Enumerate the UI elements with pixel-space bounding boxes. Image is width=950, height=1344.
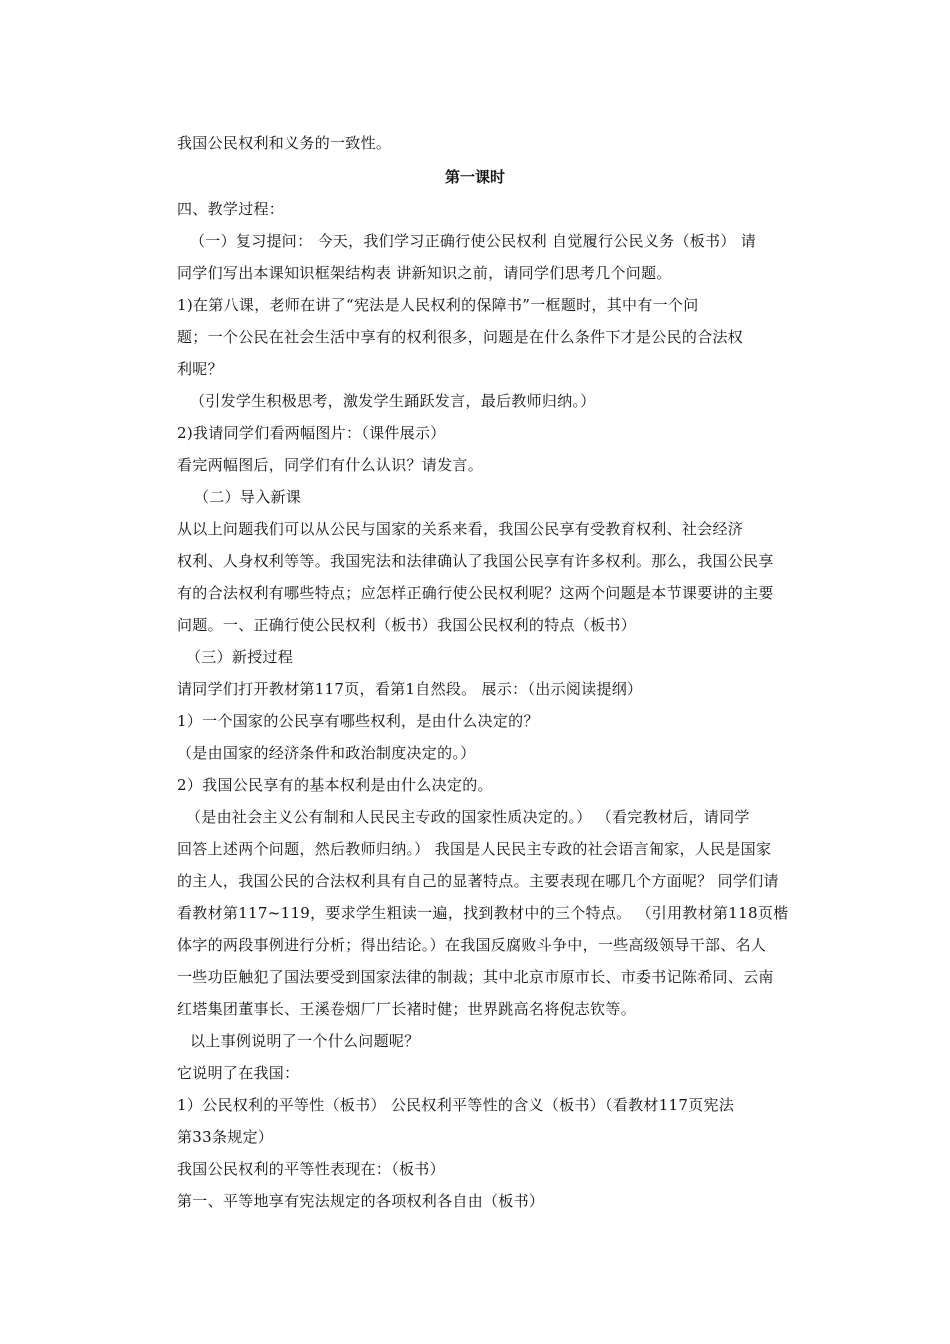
text-line: 问题。一、正确行使公民权利（板书）我国公民权利的特点（板书）: [177, 616, 637, 634]
text-line: 1）公民权利的平等性（板书） 公民权利平等性的含义（板书）（看教材117页宪法: [177, 1096, 735, 1114]
text-line: 1）一个国家的公民享有哪些权利，是由什么决定的？: [177, 712, 539, 730]
text-line: （引发学生积极思考，激发学生踊跃发言，最后教师归纳。）: [190, 392, 596, 410]
text-line: 以上事例说明了一个什么问题呢？: [190, 1032, 420, 1050]
text-line: 2）我国公民享有的基本权利是由什么决定的。: [177, 776, 493, 794]
text-line: 第33条规定）: [177, 1128, 274, 1146]
text-line: 权利、人身权利等等。我国宪法和法律确认了我国公民享有许多权利。那么，我国公民享: [177, 552, 774, 570]
text-line: 体字的两段事例进行分析；得出结论。）在我国反腐败斗争中，一些高级领导干部、名人: [177, 936, 767, 954]
text-line: 看完两幅图后，同学们有什么认识？请发言。: [177, 456, 484, 474]
text-line: （是由国家的经济条件和政治制度决定的。）: [177, 744, 476, 762]
text-line: （是由社会主义公有制和人民民主专政的国家性质决定的。） （看完教材后，请同学: [186, 808, 750, 826]
text-line: 红塔集团董事长、王溪卷烟厂厂长褚时健；世界跳高名将倪志钦等。: [177, 1000, 637, 1018]
text-line: （三）新授过程: [186, 648, 294, 666]
text-line: （一）复习提问： 今天，我们学习正确行使公民权利 自觉履行公民义务（板书） 请: [190, 232, 757, 250]
text-line: 看教材第117~119，要求学生粗读一遍，找到教材中的三个特点。 （引用教材第118页楷: [177, 904, 789, 922]
section-heading: 第一课时: [444, 168, 505, 186]
text-line: （二）导入新课: [194, 488, 302, 506]
text-line: 它说明了在我国：: [177, 1064, 300, 1082]
text-line: 有的合法权利有哪些特点；应怎样正确行使公民权利呢？这两个问题是本节课要讲的主要: [177, 584, 774, 602]
text-line: 第一、平等地享有宪法规定的各项权利各自由（板书）: [177, 1192, 545, 1210]
text-line: 我国公民权利和义务的一致性。: [177, 134, 392, 152]
text-line: 题；一个公民在社会生活中享有的权利很多，问题是在什么条件下才是公民的合法权: [177, 328, 744, 346]
text-line: 请同学们打开教材第117页，看第1自然段。 展示：（出示阅读提纲）: [177, 680, 643, 698]
text-line: 一些功臣触犯了国法要受到国家法律的制裁；其中北京市原市长、市委书记陈希同、云南: [177, 968, 774, 986]
text-line: 2)我请同学们看两幅图片：（课件展示）: [177, 424, 446, 442]
text-line: 回答上述两个问题，然后教师归纳。） 我国是人民民主专政的社会语言匍家，人民是国家: [177, 840, 772, 858]
text-line: 四、教学过程：: [177, 200, 285, 218]
text-line: 利呢？: [177, 360, 223, 378]
text-line: 从以上问题我们可以从公民与国家的关系来看，我国公民享有受教育权利、社会经济: [177, 520, 744, 538]
text-line: 同学们写出本课知识框架结构表 讲新知识之前，请同学们思考几个问题。: [177, 264, 672, 282]
text-line: 我国公民权利的平等性表现在：（板书）: [177, 1160, 445, 1178]
text-line: 的主人，我国公民的合法权利具有自己的显著特点。主要表现在哪几个方面呢？ 同学们请: [177, 872, 779, 890]
text-line: 1)在第八课，老师在讲了“宪法是人民权利的保障书”一框题时，其中有一个问: [177, 296, 699, 314]
